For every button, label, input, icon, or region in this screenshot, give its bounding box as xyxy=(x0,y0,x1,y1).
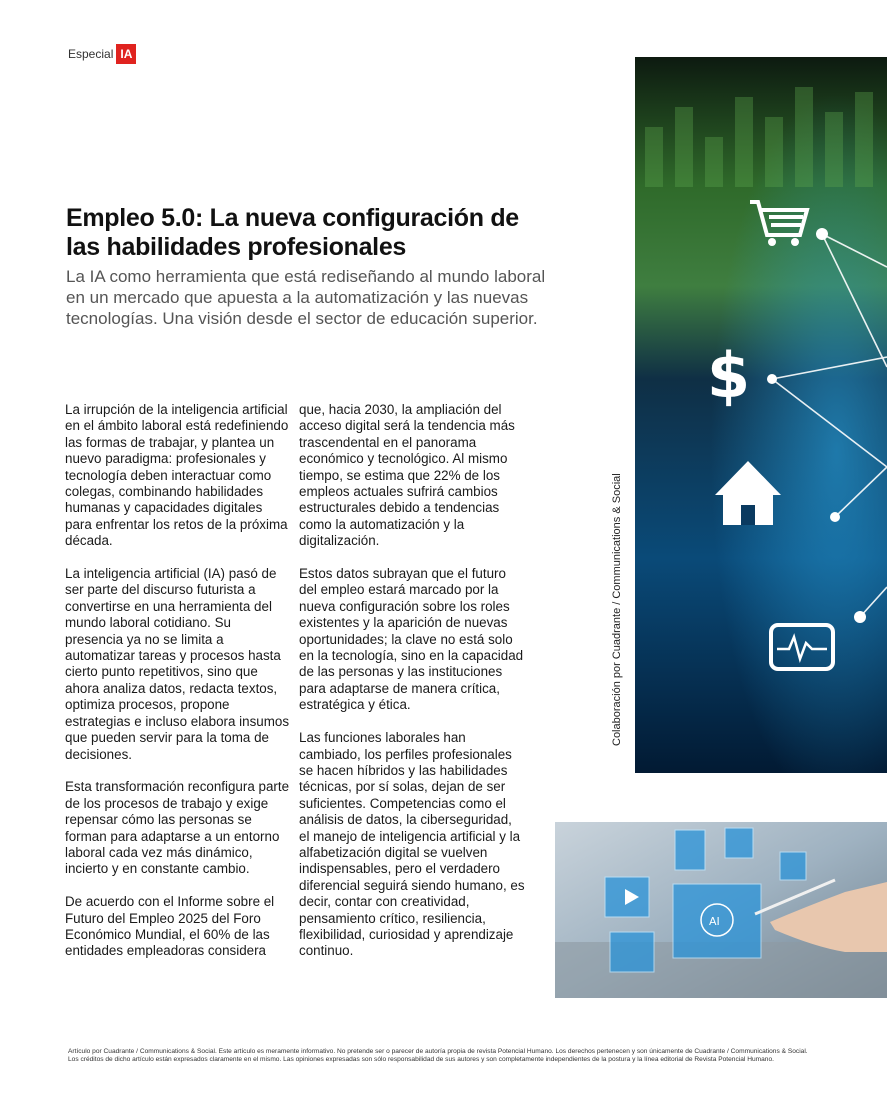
body-column-1 xyxy=(65,402,291,976)
paragraph: Las funciones laborales han cambiado, los perfiles profesionales se hacen híbridos y las habilidades técnicas, por sí solas, dejan de ser suficientes. Competencias como el análisis de datos, la ciberseguridad, el manejo de inteligencia artificial y la alfabetización digital se vuelven indispensables, pero el verdadero diferencial seguirá siendo humano, es decir, contar con creatividad, pensamiento crítico, resiliencia, flexibilidad, curiosidad y aprendizaje continuo. xyxy=(299,730,525,959)
paragraph: De acuerdo con el Informe sobre el Futuro del Empleo 2025 del Foro Económico Mundial, el 60% de las entidades empleadoras considera xyxy=(65,894,275,959)
paragraph: La inteligencia artificial (IA) pasó de ser parte del discurso futurista a convertirse en una herramienta del mundo laboral cotidiano. Su presencia ya no se limita a automatizar tareas y procesos hasta cierto punto repetitivos, sino que ahora analiza datos, redacta textos, optimiza procesos, propone estrategias e incluso elabora insumos que pueden servir para la toma de decisiones. xyxy=(65,566,290,762)
footer-disclaimer: Artículo por Cuadrante / Communications & Social. Este artículo es meramente informativo. No pretende ser o parecer de autoría propia de revista Potencial Humano. Los derechos pertenecen y son únicamente de Cuadrante / Communications & Social. Los créditos de dicho artículo están expresados claramente en el mismo. Las opiniones expresadas son sólo responsabilidad de sus autores y son completamente independientes de la postura y la línea editorial de Revista Potencial Humano. xyxy=(68,1048,808,1064)
paragraph: La irrupción de la inteligencia artificial en el ámbito laboral está redefiniendo las formas de trabajar, y plantea un nuevo paradigma: profesionales y tecnología deben interactuar como colegas, combinando habilidades humanas y capacidades digitales para enfrentar los retos de la próxima década. xyxy=(65,402,289,549)
article-title: Empleo 5.0: La nueva configuración de las habilidades profesionales xyxy=(66,204,519,261)
ai-icon: AI xyxy=(709,915,720,928)
ia-badge: IA xyxy=(116,44,136,64)
network-icons-photo xyxy=(635,57,887,773)
paragraph: Esta transformación reconfigura parte de los procesos de trabajo y exige repensar cómo las personas se forman para adaptarse a un entorno laboral cada vez más dinámico, incierto y en constante cambio. xyxy=(65,779,290,877)
dollar-icon: $ xyxy=(707,339,751,412)
body-column-2 xyxy=(299,402,525,976)
section-label: Especial xyxy=(68,47,114,61)
paragraph: que, hacia 2030, la ampliación del acceso digital será la tendencia más trascendental en el panorama económico y tecnológico. Al mismo tiempo, se estima que 22% de los empleos actuales sufrirá cambios estructurales debido a tendencias como la automatización y la digitalización. xyxy=(299,402,515,549)
article-subtitle: La IA como herramienta que está rediseñando al mundo laboral en un mercado que apuesta a la automatización y las nuevas tecnologías. Una visión desde el sector de educación superior. xyxy=(66,267,546,328)
vertical-credit: Colaboración por Cuadrante / Communications & Social xyxy=(611,473,623,746)
paragraph: Estos datos subrayan que el futuro del empleo estará marcado por la nueva configuración sobre los roles existentes y la aparición de nuevas oportunidades; la clave no está solo en la tecnología, sino en la capacidad de las personas y las instituciones para adaptarse de manera crítica, estratégica y ética. xyxy=(299,566,524,713)
ai-hand-photo xyxy=(555,822,887,998)
section-header xyxy=(68,44,136,64)
